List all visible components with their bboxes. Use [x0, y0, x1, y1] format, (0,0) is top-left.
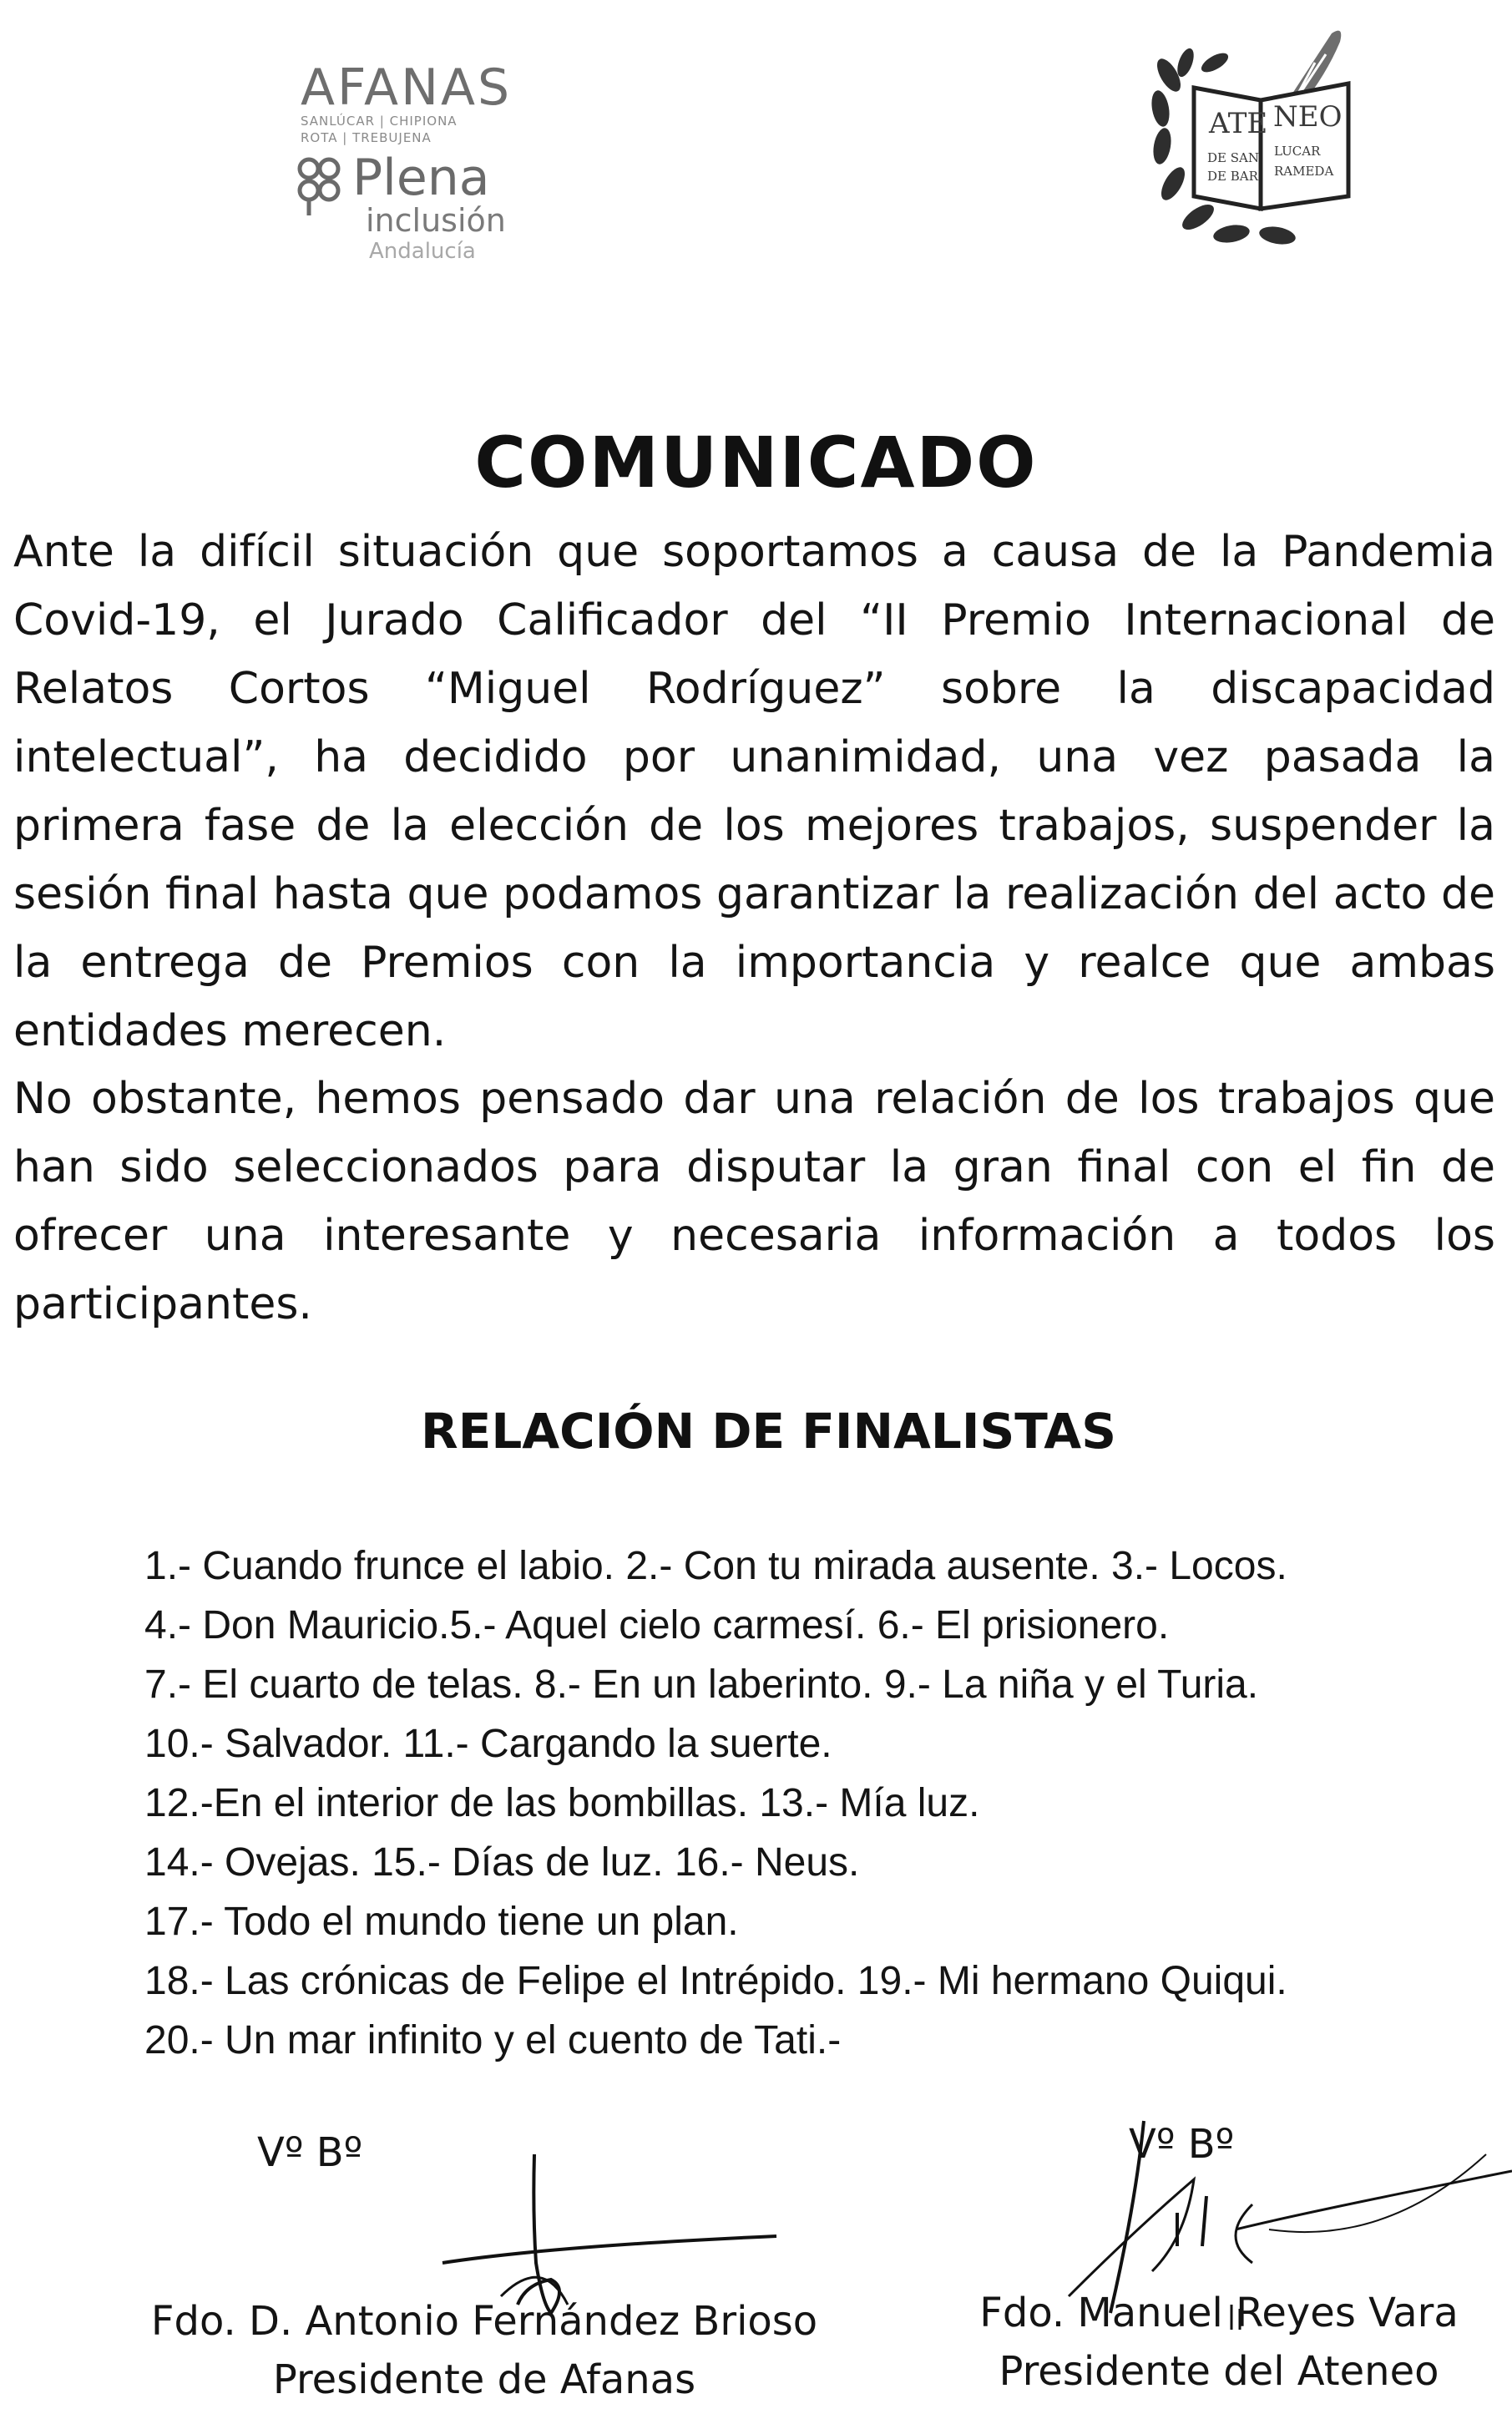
signer-name-left: Fdo. D. Antonio Fernández Brioso — [150, 2298, 818, 2345]
finalists-line: 7.- El cuarto de telas. 8.- En un laberinto. 9.- La niña y el Turia. — [144, 1663, 1259, 1707]
finalists-line: 4.- Don Mauricio.5.- Aquel cielo carmesí. 6.- El prisionero. — [144, 1603, 1170, 1647]
finalists-line: 14.- Ovejas. 15.- Días de luz. 16.- Neus. — [144, 1840, 860, 1885]
ateneo-word-part-2: NEO — [1273, 100, 1343, 134]
approval-mark-right: Vº Bº — [1129, 2121, 1235, 2168]
ateneo-line-2a: DE BAR — [1207, 169, 1258, 184]
finalists-list — [144, 1536, 1480, 2070]
plena-logo-word: Plena — [352, 149, 490, 207]
plena-inclusion-mark-icon — [297, 157, 341, 217]
ateneo-line-1b: LUCAR — [1274, 144, 1321, 159]
signer-role-right: Presidente del Ateneo — [999, 2348, 1439, 2395]
afanas-logo-name: AFANAS — [301, 58, 513, 117]
finalists-line: 10.- Salvador. 11.- Cargando la suerte. — [144, 1722, 832, 1766]
afanas-plena-logo — [292, 50, 526, 276]
paragraph-finalists-intro: No obstante, hemos pensado dar una relación de los trabajos que han sido seleccionados para disputar la gran final con el fin de ofrecer una interesante y necesaria información a todos los participantes. — [13, 1074, 1495, 1329]
ateneo-emblem-icon — [1135, 17, 1386, 267]
finalists-line: 12.-En el interior de las bombillas. 13.- Mía luz. — [144, 1781, 980, 1825]
finalists-line: 17.- Todo el mundo tiene un plan. — [144, 1900, 739, 1944]
finalists-heading: RELACIÓN DE FINALISTAS — [421, 1403, 1116, 1460]
ateneo-line-1a: DE SAN — [1207, 150, 1259, 165]
approval-mark-left: Vº Bº — [257, 2129, 363, 2176]
paragraph-situation: Ante la difícil situación que soportamos a causa de la Pandemia Covid-19, el Jurado Calificador del “II Premio Internacional de Relatos Cortos “Miguel Rodríguez” sobre la discapacidad intelectual”, ha decidido por unanimidad, una vez pasada la primera fase de la elección de los mejores trabajos, suspender la sesión final hasta que podamos garantizar la realización del acto de la entrega de Premios con la importancia y realce que ambas entidades merecen. — [13, 527, 1495, 1056]
andalucia-logo-word: Andalucía — [369, 239, 476, 264]
signer-role-left: Presidente de Afanas — [272, 2356, 696, 2403]
afanas-logo-towns-1: SANLÚCAR | CHIPIONA — [301, 114, 458, 129]
signer-afanas — [142, 2292, 827, 2409]
finalists-line: 20.- Un mar infinito y el cuento de Tati.- — [144, 2018, 842, 2062]
finalists-line: 18.- Las crónicas de Felipe el Intrépido. 19.- Mi hermano Quiqui. — [144, 1959, 1287, 2003]
ateneo-logo — [1135, 17, 1386, 267]
ateneo-word-part-1: ATE — [1209, 107, 1268, 140]
ateneo-line-2b: RAMEDA — [1274, 164, 1334, 179]
signer-ateneo — [927, 2284, 1511, 2401]
inclusion-logo-word: inclusión — [366, 202, 506, 239]
signer-name-right: Fdo. Manuel Reyes Vara — [979, 2290, 1459, 2336]
document-title: COMUNICADO — [474, 422, 1038, 504]
finalists-line: 1.- Cuando frunce el labio. 2.- Con tu mirada ausente. 3.- Locos. — [144, 1544, 1287, 1588]
afanas-logo-towns-2: ROTA | TREBUJENA — [301, 130, 432, 145]
